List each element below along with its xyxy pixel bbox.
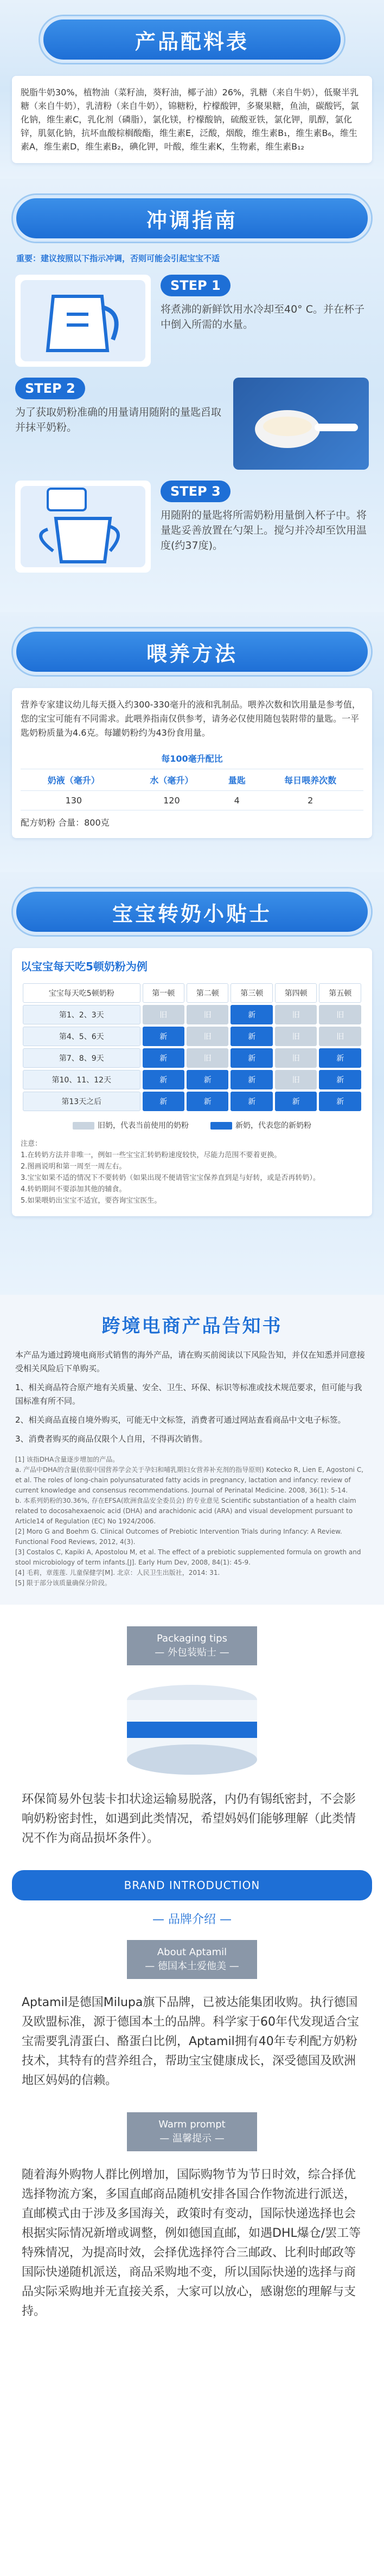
table-row	[23, 1070, 361, 1089]
table-row	[23, 1048, 361, 1068]
tips-header	[0, 872, 384, 935]
tips-row-label: 第4、5、6天	[23, 1027, 140, 1046]
cup-illustration	[15, 481, 151, 573]
packaging-title-en: Packaging tips	[157, 1633, 227, 1644]
notice-body	[15, 1348, 369, 1446]
reference-item: [5] 限于部分该质量确保分阶段。	[15, 1579, 111, 1587]
tips-note: 2.图画说明和第一周至一周左右。	[21, 1163, 126, 1171]
scoop-icon	[233, 378, 369, 470]
warm-title-cn: — 温馨提示 —	[159, 2133, 225, 2144]
legend-new	[210, 1120, 311, 1131]
tips-title: 宝宝转奶小贴士	[13, 888, 371, 935]
new-formula-cell: 新	[187, 1070, 228, 1089]
old-formula-cell: 旧	[319, 1027, 361, 1046]
notice-title: 跨境电商产品告知书	[101, 1315, 283, 1337]
step-3-text	[161, 481, 369, 553]
notice-paragraph: 3、消费者购买的商品仅限个人自用，不得再次销售。	[15, 1434, 208, 1444]
brand-banner: BRAND INTRODUCTION	[12, 1870, 372, 1900]
step-3-badge: STEP 3	[161, 481, 231, 502]
step-1-badge: STEP 1	[161, 275, 231, 296]
step-2	[15, 378, 369, 470]
meal-header: 第四顿	[275, 983, 317, 1003]
feeding-cell: 130	[21, 791, 127, 810]
ingredients-text: 脱脂牛奶30%，植物油（菜籽油，葵籽油，椰子油）26%，乳糖（来自牛奶），低聚半乳糖（来自牛奶），乳清粉（来自牛奶），锦糖粉，柠檬酸钾，多聚果糖，鱼油，碳酸钙，氯化钠，维生素C，乳化剂（磷脂），氯化镁，柠檬酸钠，硫酸亚铁，氯化钾，肌醇，氯化锌，肌氨化钠，抗坏血酸棕榈酸酯，维生素E，泛酸，烟酸，维生素B₁，维生素B₆，维生素A，维生素D，维生素B₂，碘化钾，叶酸，维生素K，生物素，维生素B₁₂	[21, 87, 360, 152]
tips-notes-label: 注意：	[21, 1140, 42, 1148]
tips-section	[0, 872, 384, 1295]
about-title-en: About Aptamil	[157, 1946, 227, 1958]
tips-table-title: 以宝宝每天吃5顿奶粉为例	[21, 960, 148, 973]
meal-header: 第一顿	[143, 983, 184, 1003]
legend-old-label: 旧奶，代表当前使用的奶粉	[98, 1121, 189, 1130]
old-formula-cell: 旧	[319, 1005, 361, 1024]
notice-references	[15, 1455, 369, 1605]
warm-title-en: Warm prompt	[158, 2119, 226, 2130]
brand-subhead: — 品牌介绍 —	[152, 1913, 232, 1926]
new-formula-cell: 新	[231, 1092, 272, 1111]
old-formula-cell: 旧	[187, 1048, 228, 1068]
feeding-title: 喂养方法	[13, 628, 371, 675]
reference-item: b. 本系列奶粉的30.36%, 存在EFSA(欧洲食品安全委员会) 的专业意见 Scientific substantiation of a health claim related to docosahexaenoic acid (DHA) and arachidonic acid (ARA) and visual development pursuant to Article14 of Regulation (EC) No 1924/2006.	[15, 1497, 356, 1525]
feeding-header	[0, 612, 384, 675]
packaging-title-cn: — 外包装贴士 —	[155, 1647, 229, 1658]
feeding-section	[0, 612, 384, 872]
tips-row-label: 第13天之后	[23, 1092, 140, 1111]
step-3-desc: 用随附的量匙将所需奶粉用量倒入杯子中。将量匙妥善放置在勺架上。搅匀并冷却至饮用温度(约37度)。	[161, 509, 367, 551]
about-title-box	[127, 1940, 257, 1979]
notice-section	[0, 1295, 384, 1605]
new-formula-cell: 新	[319, 1070, 361, 1089]
new-formula-cell: 新	[143, 1027, 184, 1046]
feeding-header-group: 每100毫升配比	[127, 748, 258, 769]
guide-note: 重要：建议按照以下指示冲调，否则可能会引起宝宝不适	[16, 254, 220, 263]
reference-item: [4] 毛莉，章莲莲. 儿童保健学[M]. 北京：人民卫生出版社，2014: 31.	[15, 1569, 220, 1576]
feeding-table	[21, 748, 363, 810]
feeding-card	[12, 688, 372, 838]
step-3	[15, 481, 369, 573]
tips-legend	[21, 1120, 363, 1131]
table-row	[23, 1092, 361, 1111]
old-formula-cell: 旧	[275, 1048, 317, 1068]
brand-section	[0, 1865, 384, 2107]
guide-header	[0, 179, 384, 242]
ingredients-section	[0, 0, 384, 179]
tips-row-label: 第10、11、12天	[23, 1070, 140, 1089]
new-formula-cell: 新	[275, 1092, 317, 1111]
step-2-desc: 为了获取奶粉准确的用量请用随附的量匙舀取并抹平奶粉。	[15, 406, 222, 433]
new-formula-cell: 新	[143, 1070, 184, 1089]
old-formula-cell: 旧	[275, 1005, 317, 1024]
meal-header: 第三顿	[231, 983, 272, 1003]
reference-item: a. 产品中DHA的含量(依据中国营养学会关于孕妇和哺乳期妇女营养补充剂的指导原则) Kotecko R, Lien E, Agostoni C, et al. The roles of long-chain polyunsaturated fatty acids in pregnancy, lactation and infancy: review of current knowledge and consensus recommendations. Journal of Perinatal Medicine. 2008, 36(1): 5-14.	[15, 1466, 364, 1494]
table-row	[23, 1005, 361, 1024]
legend-new-label: 新奶，代表您的新奶粉	[235, 1121, 311, 1130]
scoop-illustration	[233, 378, 369, 470]
feeding-col-header: 奶液（毫升）	[21, 769, 127, 791]
brand-text: Aptamil是德国Milupa旗下品牌，已被达能集团收购。执行德国及欧盟标准，源于德国本土的品牌。科学家于60年代发现适合宝宝需要乳清蛋白、酪蛋白比例，Aptamil拥有40年专利配方奶粉技术，其特有的营养组合，帮助宝宝健康成长，深受德国及欧洲地区妈妈的信赖。	[22, 1996, 359, 2087]
feeding-col-empty	[257, 748, 363, 769]
new-formula-cell: 新	[143, 1092, 184, 1111]
formula-can-icon	[111, 1678, 273, 1776]
ingredients-header	[0, 0, 384, 63]
tips-card	[12, 948, 372, 1216]
legend-new-swatch	[210, 1122, 232, 1130]
feeding-col-header: 水（毫升）	[127, 769, 217, 791]
tips-note: 5.如果喂奶出宝宝不适宜，要咨询宝宝医生。	[21, 1197, 162, 1205]
new-formula-cell: 新	[231, 1005, 272, 1024]
feeding-col-header: 量匙	[216, 769, 257, 791]
feeding-col-header: 每日喂养次数	[257, 769, 363, 791]
packaging-text: 环保简易外包装卡扣状途运输易脱落，内仍有锡纸密封，不会影响奶粉密封性，如遇到此类情况，希望妈妈们能够理解（此类情况不作为商品损坏条件）。	[22, 1793, 356, 1845]
new-formula-cell: 新	[187, 1092, 228, 1111]
notice-paragraph: 1、相关商品符合原产地有关质量、安全、卫生、环保、标识等标准或技术规范要求，但可能与我国标准有所不同。	[15, 1383, 362, 1406]
ingredients-title: 产品配料表	[40, 16, 344, 63]
step-1-text	[161, 275, 369, 332]
kettle-illustration	[15, 275, 151, 367]
old-formula-cell: 旧	[275, 1027, 317, 1046]
tips-table	[21, 981, 363, 1113]
tips-note: 4.转奶期间不要添加其他的辅食。	[21, 1185, 126, 1193]
reference-item: [1] 该指DHA含量逐步增加的产品。	[15, 1456, 119, 1463]
old-formula-cell: 旧	[143, 1005, 184, 1024]
reference-item: [3] Costalos C, Kapiki A, Apostolou M, et al. The effect of a prebiotic supplemented formula on growth and stool microbiology of term infants.[J]. Early Hum Dev, 2008, 84(1): 45-9.	[15, 1548, 361, 1566]
feeding-cell: 2	[257, 791, 363, 810]
step-2-text	[15, 378, 223, 435]
notice-paragraph: 2、相关商品直接自境外购买，可能无中文标签，消费者可通过网站查看商品中文电子标签。	[15, 1415, 346, 1425]
product-can-image	[111, 1678, 273, 1776]
feeding-col-empty	[21, 748, 127, 769]
step-1-desc: 将煮沸的新鲜饮用水冷却至40° C。并在杯子中倒入所需的水量。	[161, 303, 364, 330]
guide-section	[0, 179, 384, 612]
tips-note: 3.宝宝如果不适的情况下不要转奶（如果出现不便请管宝宝保养直到是与好转，或是否再转奶）。	[21, 1174, 320, 1182]
old-formula-cell: 旧	[187, 1005, 228, 1024]
meal-header: 第二顿	[187, 983, 228, 1003]
tips-notes	[21, 1138, 363, 1206]
new-formula-cell: 新	[319, 1048, 361, 1068]
kettle-icon	[15, 275, 151, 367]
new-formula-cell: 新	[231, 1070, 272, 1089]
new-formula-cell: 新	[143, 1048, 184, 1068]
packaging-section	[0, 1605, 384, 1865]
feeding-cell: 4	[216, 791, 257, 810]
warm-text: 随着海外购物人群比例增加，国际购物节为节日时效，综合择优选择物流方案，多国直邮商品随机安排各国合作物流进行派送，直邮模式由于涉及多国海关，政策时有变动，国际快递选择也会根据实际情况新增或调整，例如德国直邮，如遇DHL爆仓/罢工等特殊情况，为提高时效，会择优选择符合三邮政、比利时邮政等国际快递随机派送，商品采购地不变，所以国际快递的选择与商品实际采购地并无直接关系，大家可以放心，感谢您的理解与支持。	[22, 2168, 361, 2318]
about-title-cn: — 德国本土爱他美 —	[145, 1961, 239, 1972]
tips-row-label: 第1、2、3天	[23, 1005, 140, 1024]
legend-old	[73, 1120, 189, 1131]
old-formula-cell: 旧	[187, 1027, 228, 1046]
table-row	[21, 791, 363, 810]
feeding-intro: 营养专家建议幼儿每天摄入约300-330毫升的液和乳制品。喂养次数和饮用量是参考值，您的宝宝可能有不同需求。此喂养指南仅供参考，请务必仅使用随包装附带的量匙。一平匙奶粉质量为4.6克。每罐奶粉约为43份食用量。	[21, 699, 361, 738]
new-formula-cell: 新	[319, 1092, 361, 1111]
tips-row-label: 第7、8、9天	[23, 1048, 140, 1068]
meal-header: 第五顿	[319, 983, 361, 1003]
tips-note: 1.在转奶方法并非唯一，例如一些宝宝汇转奶粉速度较快，尽能力范围不要着更换。	[21, 1151, 281, 1159]
table-row	[23, 1027, 361, 1046]
guide-title: 冲调指南	[13, 195, 371, 242]
step-2-badge: STEP 2	[15, 378, 85, 399]
notice-paragraph: 本产品为通过跨境电商形式销售的海外产品，请在购买前阅读以下风险告知，并仅在知悉并同意接受相关风险后下单购买。	[15, 1350, 366, 1373]
feeding-footnote: 配方奶粉 合量：800克	[21, 817, 110, 828]
warm-section	[0, 2107, 384, 2338]
reference-item: [2] Moro G and Boehm G. Clinical Outcomes of Prebiotic Intervention Trials during Infancy: A Review. Functional Food Reviews, 2012, 4(3).	[15, 1528, 342, 1546]
new-formula-cell: 新	[231, 1027, 272, 1046]
old-formula-cell: 旧	[275, 1070, 317, 1089]
packaging-title-box	[127, 1626, 257, 1665]
feeding-cell: 120	[127, 791, 217, 810]
cup-icon	[15, 481, 151, 573]
tips-corner: 宝宝每天吃5顿奶粉	[23, 983, 140, 1003]
legend-old-swatch	[73, 1122, 94, 1130]
ingredients-card	[12, 76, 372, 163]
warm-title-box	[127, 2112, 257, 2151]
new-formula-cell: 新	[231, 1048, 272, 1068]
step-1	[15, 275, 369, 367]
